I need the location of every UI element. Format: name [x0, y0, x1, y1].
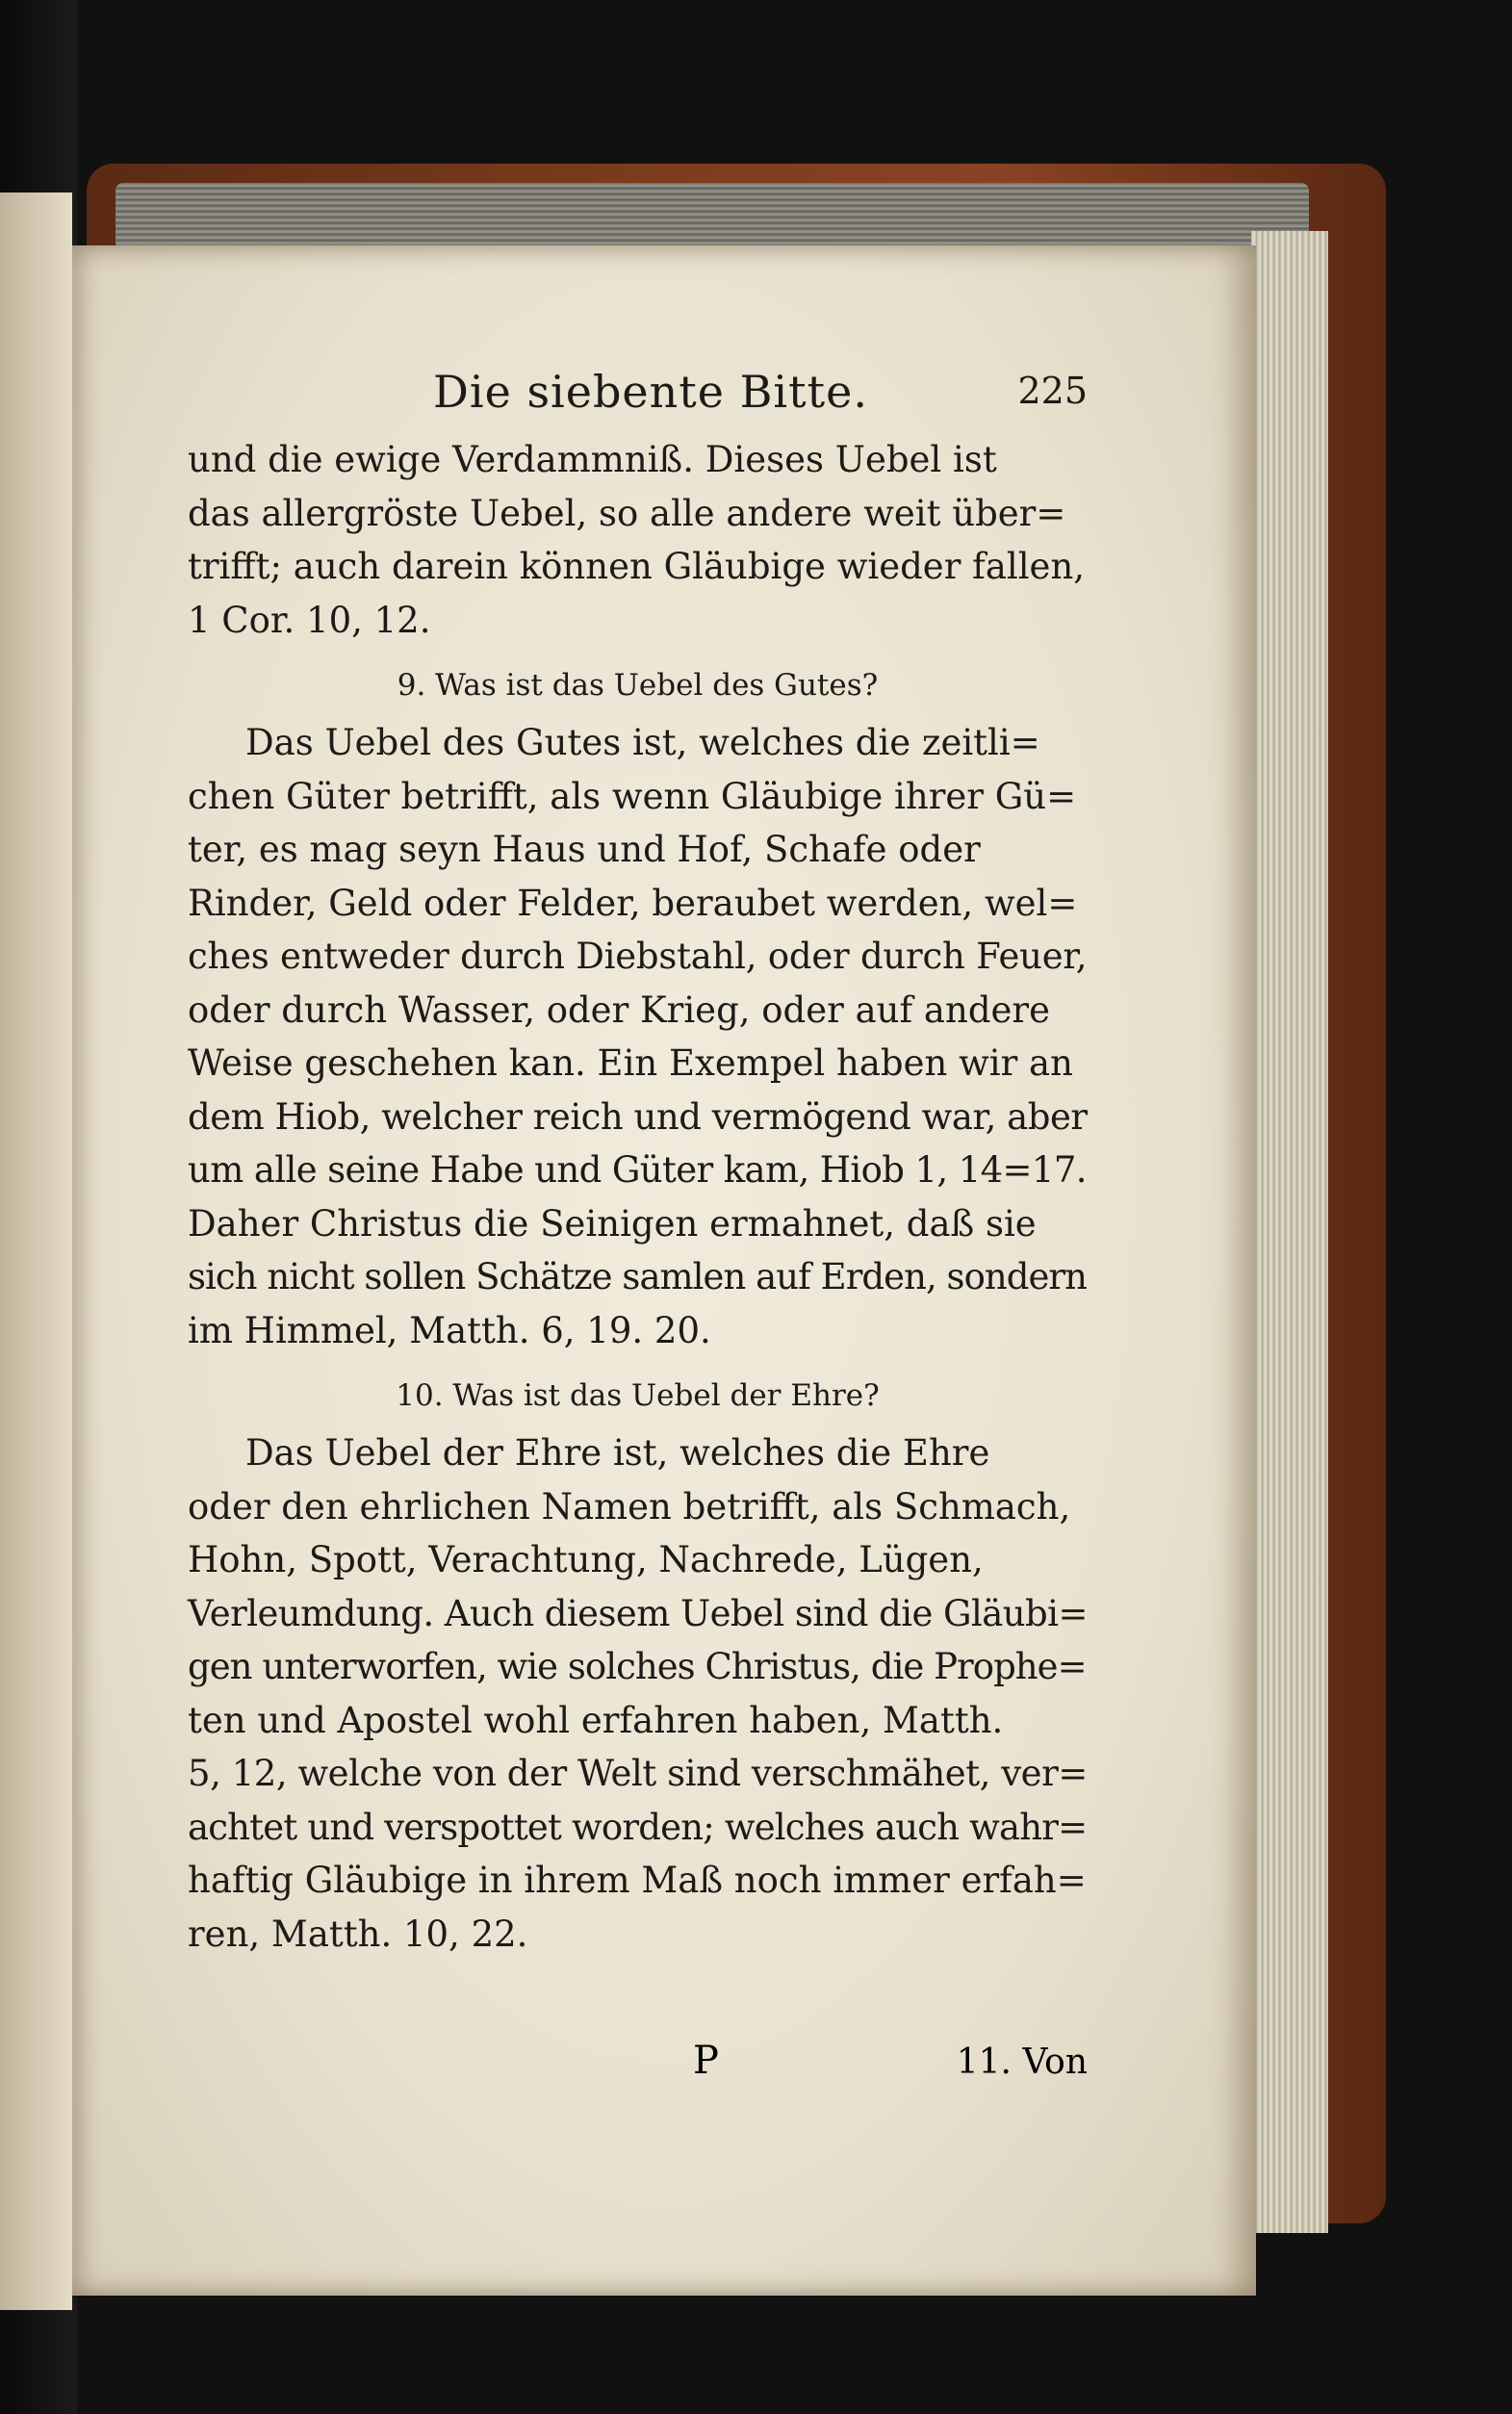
text-line: achtet und verspottet worden; welches auch wahr= [188, 1806, 1088, 1848]
text-line: gen unterworfen, wie solches Christus, die Prophe= [188, 1646, 1087, 1687]
page-number: 225 [1017, 370, 1088, 412]
text-line: Rinder, Geld oder Felder, beraubet werden, wel= [188, 882, 1078, 924]
paragraph-1 [188, 433, 1088, 647]
text-line: Daher Christus die Seinigen ermahnet, daß sie [188, 1202, 1037, 1245]
text-line: das allergröste Uebel, so alle andere weit über= [188, 492, 1066, 534]
page-block-right [1251, 231, 1328, 2233]
text-line: um alle seine Habe und Güter kam, Hiob 1, 14=17. [188, 1149, 1087, 1191]
facing-page-edge [0, 193, 72, 2310]
text-line: trifft; auch darein können Gläubige wieder fallen, [188, 546, 1086, 587]
text-line: Verleumdung. Auch diesem Uebel sind die Gläubi= [188, 1592, 1088, 1634]
text-line: Hohn, Spott, Verachtung, Nachrede, Lügen, [188, 1539, 984, 1580]
text-line: haftig Gläubige in ihrem Maß noch immer erfah= [188, 1860, 1087, 1901]
text-line: sich nicht sollen Schätze samlen auf Erden, sondern [188, 1256, 1088, 1297]
text-line: im Himmel, Matth. 6, 19. 20. [188, 1309, 711, 1351]
text-line: ren, Matth. 10, 22. [188, 1913, 528, 1955]
page-block-top [115, 183, 1309, 250]
question-10: 10. Was ist das Uebel der Ehre? [396, 1378, 880, 1413]
running-title: Die siebente Bitte. [433, 366, 868, 418]
text-line: chen Güter betrifft, als wenn Gläubige ihrer Gü= [188, 775, 1077, 817]
text-line: und die ewige Verdammniß. Dieses Uebel ist [188, 439, 997, 480]
text-line: Weise geschehen kan. Ein Exempel haben wir an [188, 1042, 1073, 1084]
text-line: ches entweder durch Diebstahl, oder durch Feuer, [188, 936, 1088, 977]
running-head [188, 366, 1088, 433]
text-line: Das Uebel des Gutes ist, welches die zeitli= [245, 722, 1040, 763]
text-line: 5, 12, welche von der Welt sind verschmähet, ver= [188, 1753, 1088, 1794]
paragraph-3 [188, 1426, 1088, 1961]
catchword: 11. Von [956, 2042, 1088, 2082]
text-line: 1 Cor. 10, 12. [188, 599, 431, 641]
paragraph-2 [188, 716, 1088, 1357]
text-line: oder durch Wasser, oder Krieg, oder auf andere [188, 989, 1050, 1031]
signature-mark: P [693, 2039, 719, 2083]
text-line: dem Hiob, welcher reich und vermögend war, aber [188, 1095, 1088, 1138]
question-9: 9. Was ist das Uebel des Gutes? [397, 668, 879, 703]
text-line: Das Uebel der Ehre ist, welches die Ehre [245, 1432, 990, 1474]
text-line: ten und Apostel wohl erfahren haben, Matth. [188, 1699, 1004, 1741]
page-text [188, 366, 1088, 1961]
text-line: ter, es mag seyn Haus und Hof, Schafe oder [188, 829, 981, 870]
page-footer [188, 2039, 1088, 2096]
text-line: oder den ehrlichen Namen betrifft, als Schmach, [188, 1485, 1071, 1528]
